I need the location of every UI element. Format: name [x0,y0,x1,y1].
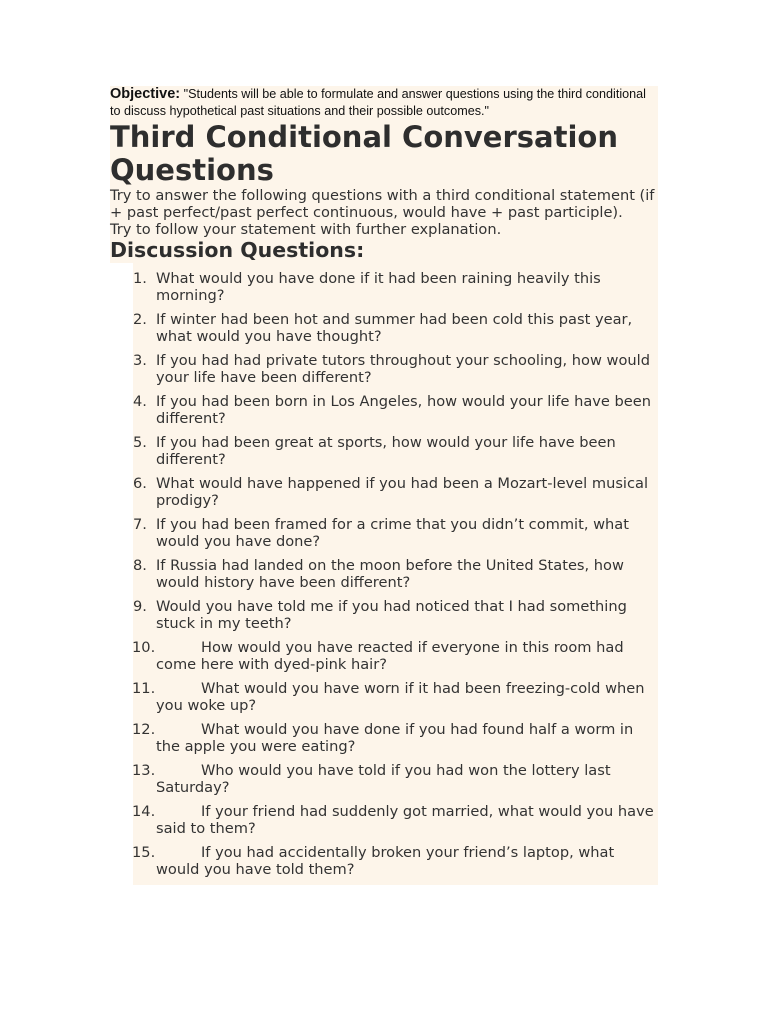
question-number: 13. [132,762,156,779]
list-item [133,516,658,557]
list-item [133,680,658,721]
list-item [133,639,658,680]
list-item [133,434,658,475]
question-text: If you had accidentally broken your friend’s laptop, what would you have told them? [156,844,615,878]
list-item [133,803,658,844]
list-item [133,844,658,885]
question-text: If winter had been hot and summer had been cold this past year, what would you have thought? [156,311,633,345]
question-number: 9. [133,598,147,615]
question-number: 7. [133,516,147,533]
list-item [133,598,658,639]
question-number: 1. [133,270,147,287]
question-number: 10. [132,639,156,656]
question-number: 8. [133,557,147,574]
question-number: 12. [132,721,156,738]
question-text: If you had been framed for a crime that you didn’t commit, what would you have done? [156,516,629,550]
question-text: What would have happened if you had been a Mozart-level musical prodigy? [156,475,648,509]
question-number: 5. [133,434,147,451]
list-item [133,352,658,393]
objective-paragraph [110,86,658,120]
list-item [133,393,658,434]
discussion-heading: Discussion Questions: [110,238,658,263]
list-item [133,263,658,311]
question-text: What would you have done if it had been raining heavily this morning? [156,270,601,304]
question-number: 3. [133,352,147,369]
question-number: 11. [132,680,156,697]
intro-line-1: Try to answer the following questions with a third conditional statement (if + past perfect/past perfect continuous, would have + past participle). [110,187,655,221]
question-text: Who would you have told if you had won the lottery last Saturday? [156,762,611,796]
question-number: 15. [132,844,156,861]
question-number: 14. [132,803,156,820]
question-number: 4. [133,393,147,410]
question-number: 2. [133,311,147,328]
list-item [133,721,658,762]
objective-text: "Students will be able to formulate and answer questions using the third conditional to discuss hypothetical past situations and their possible outcomes." [110,87,646,118]
question-text: If you had been great at sports, how would your life have been different? [156,434,616,468]
intro-line-2: Try to follow your statement with further explanation. [110,221,502,238]
objective-label: Objective: [110,86,181,102]
worksheet [110,86,658,885]
list-item [133,311,658,352]
question-number: 6. [133,475,147,492]
question-list [110,263,658,885]
question-text: If you had been born in Los Angeles, how would your life have been different? [156,393,651,427]
question-text: What would you have worn if it had been freezing-cold when you woke up? [156,680,645,714]
page-title: Third Conditional Conversation Questions [110,120,658,187]
list-item [133,475,658,516]
intro-paragraph [110,187,658,238]
question-text: If Russia had landed on the moon before the United States, how would history have been different? [156,557,624,591]
question-text: Would you have told me if you had noticed that I had something stuck in my teeth? [156,598,627,632]
list-item [133,557,658,598]
question-text: What would you have done if you had found half a worm in the apple you were eating? [156,721,634,755]
question-text: If you had had private tutors throughout your schooling, how would your life have been different? [156,352,650,386]
question-text: How would you have reacted if everyone in this room had come here with dyed-pink hair? [156,639,624,673]
list-item [133,762,658,803]
question-text: If your friend had suddenly got married, what would you have said to them? [156,803,654,837]
